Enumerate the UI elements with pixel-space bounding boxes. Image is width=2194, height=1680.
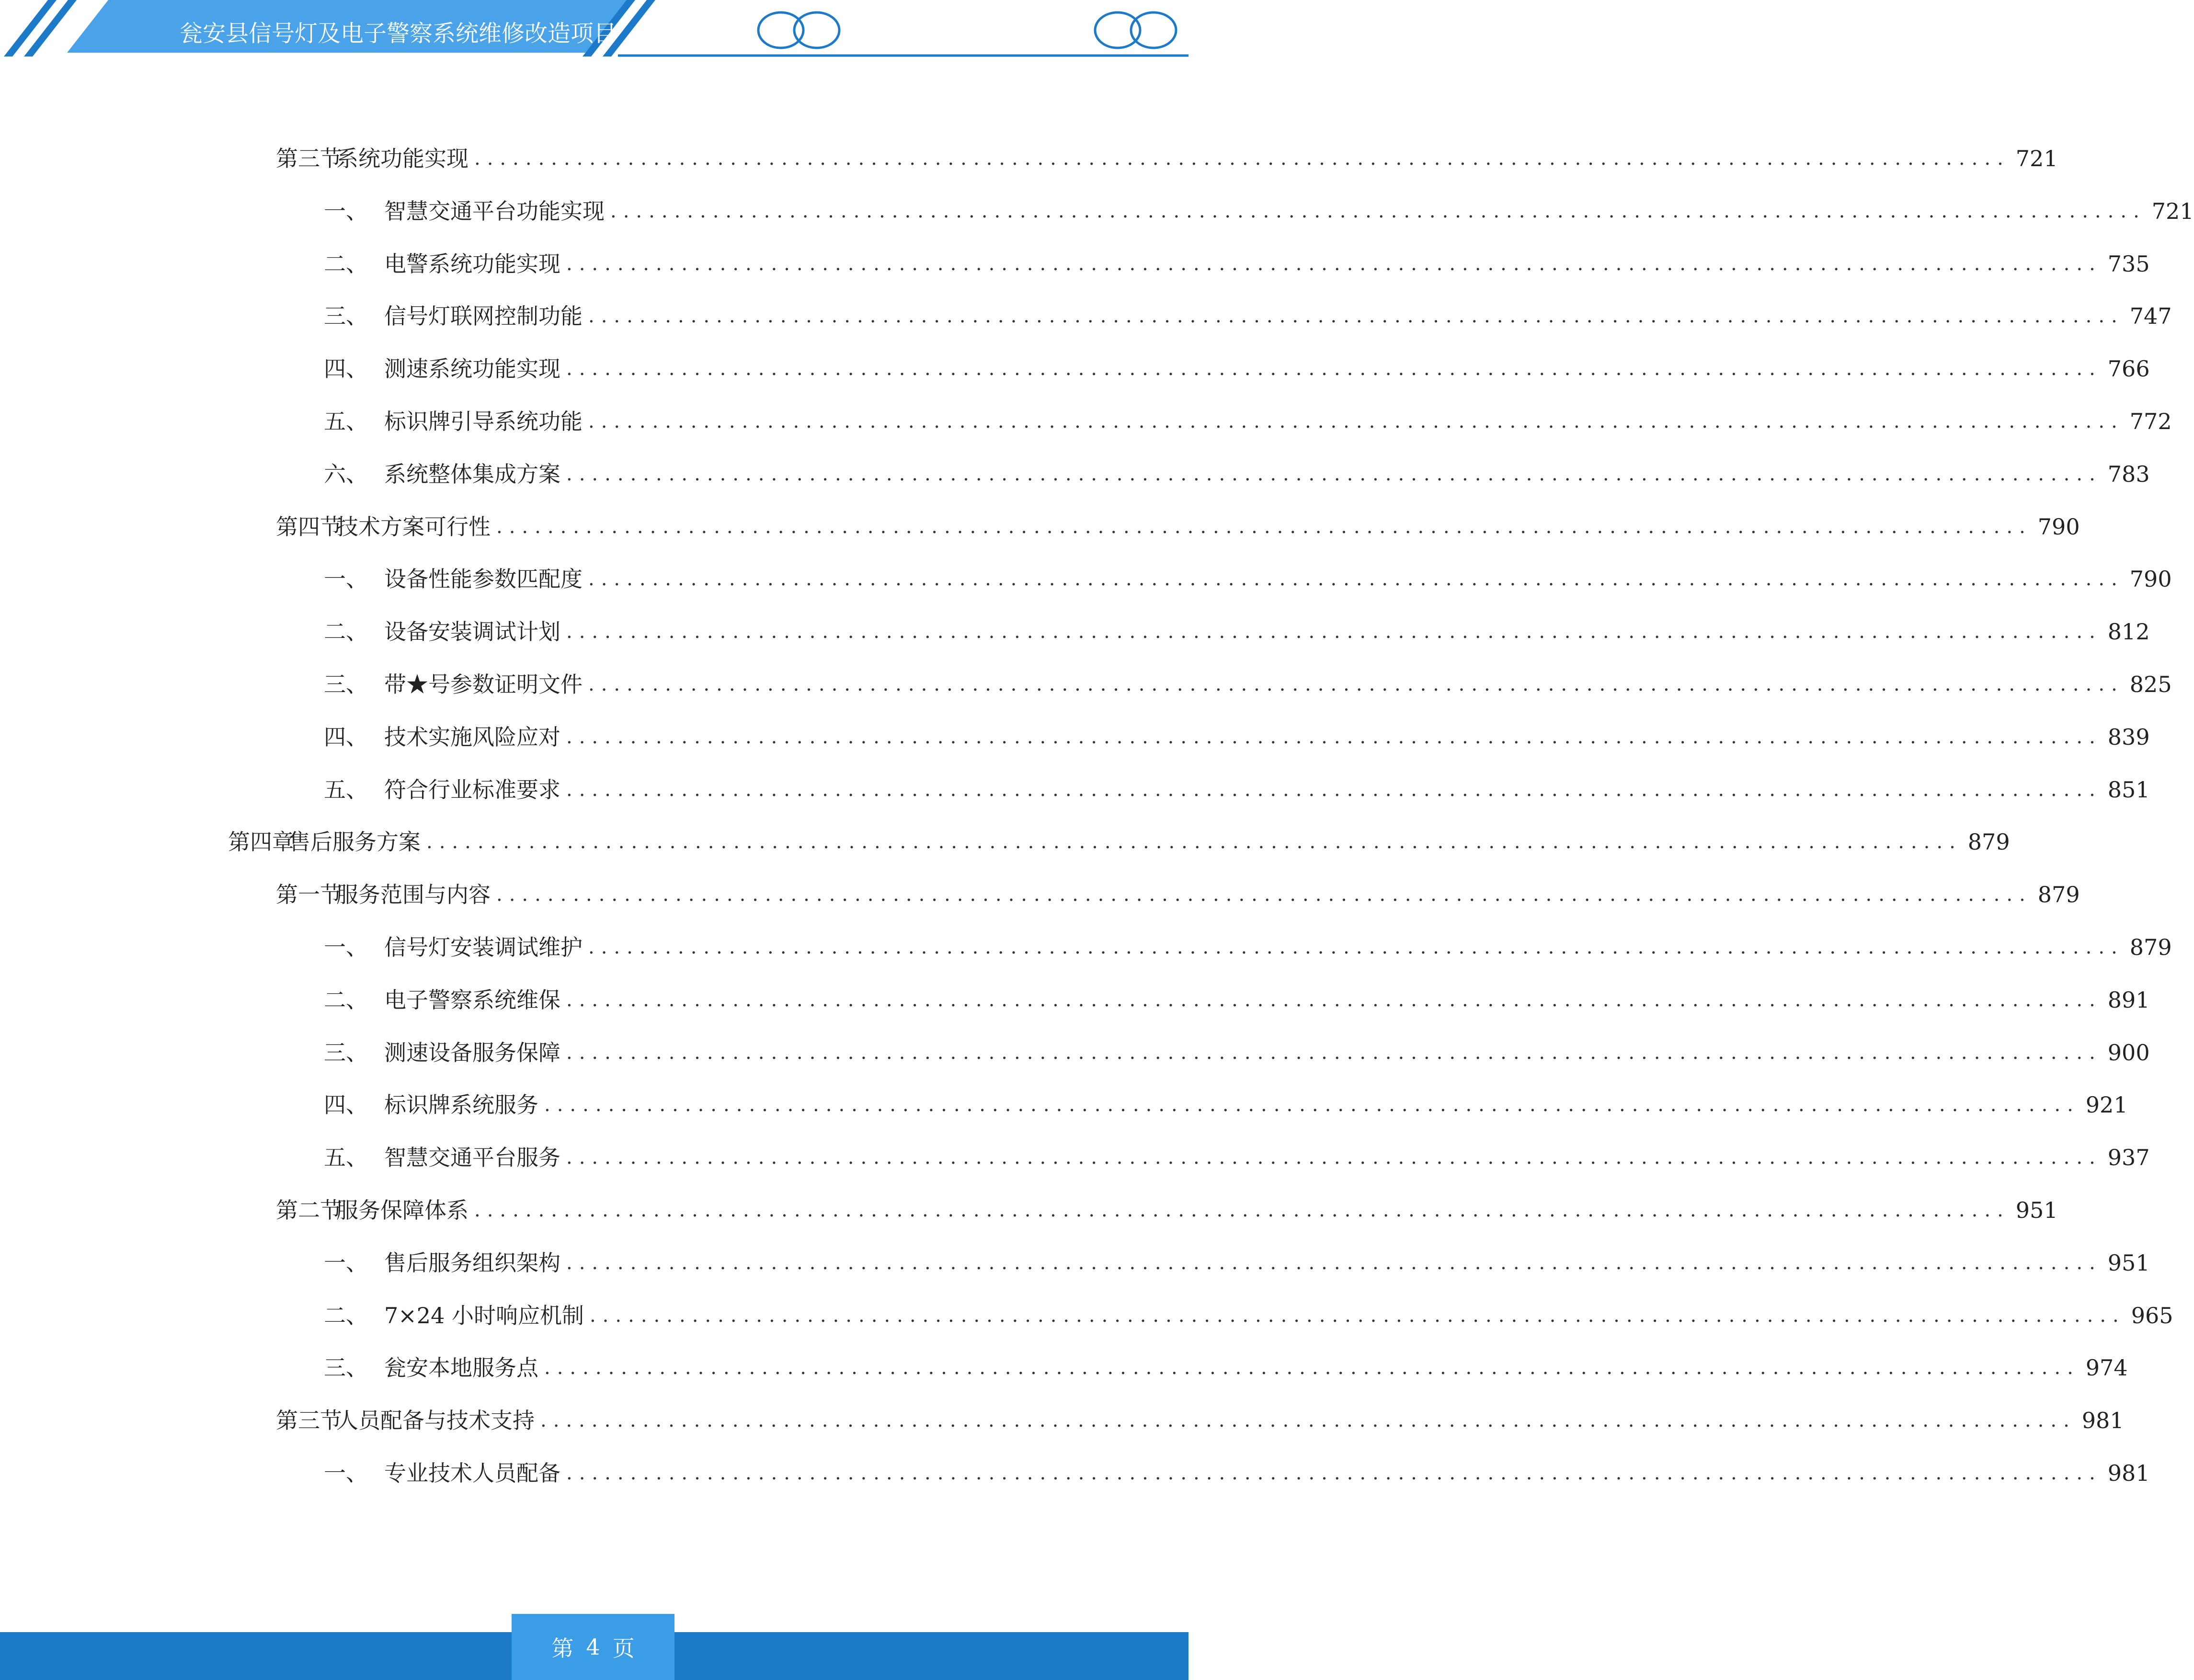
toc-entry-number: 三、 <box>324 671 368 697</box>
toc-entry-title: 智慧交通平台功能实现 <box>384 198 605 224</box>
toc-entry-page: 790 <box>2037 514 2080 540</box>
toc-dot-leader: ........................................................................................................................ <box>566 621 2102 643</box>
toc-entry-page: 937 <box>2107 1145 2150 1170</box>
toc-entry-title: 标识牌引导系统功能 <box>384 409 583 434</box>
toc-dot-leader: ........................................................................................................................ <box>544 1357 2080 1379</box>
toc-entry-number: 一、 <box>324 1250 368 1276</box>
toc-dot-leader: ........................................................................................................................ <box>496 516 2032 538</box>
page-number: 4 <box>586 1634 600 1660</box>
toc-entry-number: 五、 <box>324 409 368 434</box>
toc-entry-title: 带★号参数证明文件 <box>384 671 583 697</box>
page-number-suffix: 页 <box>612 1635 635 1661</box>
toc-entry-number: 二、 <box>324 619 368 645</box>
toc-entry[interactable] <box>324 983 2150 1017</box>
toc-dot-leader: ........................................................................................................................ <box>588 568 2124 590</box>
toc-entry-page: 921 <box>2085 1092 2128 1118</box>
page-number-badge <box>512 1614 674 1680</box>
toc-entry-page: 900 <box>2107 1040 2150 1066</box>
page-number-prefix: 第 <box>551 1635 574 1661</box>
toc-dot-leader: ........................................................................................................................ <box>566 463 2102 485</box>
toc-entry-number: 四、 <box>324 724 368 750</box>
toc-entry-page: 839 <box>2107 724 2150 750</box>
toc-entry-title: 符合行业标准要求 <box>384 777 560 803</box>
toc-entry[interactable] <box>276 510 2080 544</box>
toc-entry-page: 965 <box>2131 1303 2173 1328</box>
toc-entry-number: 第三节 <box>276 146 342 171</box>
toc-entry-number: 一、 <box>324 1460 368 1486</box>
toc-dot-leader: ........................................................................................................................ <box>426 831 1962 853</box>
toc-entry-page: 981 <box>2081 1408 2124 1433</box>
toc-entry-number: 第四节 <box>276 514 342 540</box>
toc-entry-page: 951 <box>2107 1250 2150 1276</box>
toc-dot-leader: ........................................................................................................................ <box>566 726 2102 748</box>
toc-entry[interactable] <box>276 878 2080 911</box>
toc-entry-number: 三、 <box>324 1040 368 1066</box>
toc-entry-title: 售后服务组织架构 <box>384 1250 560 1276</box>
toc-entry-title: 电子警察系统维保 <box>384 987 560 1013</box>
toc-entry-number: 四、 <box>324 1092 368 1118</box>
toc-entry-title: 信号灯安装调试维护 <box>384 934 583 960</box>
toc-dot-leader: ........................................................................................................................ <box>589 1305 2125 1327</box>
toc-entry-page: 879 <box>2129 934 2172 960</box>
toc-entry-title: 测速系统功能实现 <box>384 356 560 382</box>
toc-entry[interactable] <box>324 773 2150 806</box>
toc-entry-title: 智慧交通平台服务 <box>384 1145 560 1170</box>
toc-dot-leader: ........................................................................................................................ <box>566 989 2102 1011</box>
toc-entry-title: 瓮安本地服务点 <box>384 1355 538 1381</box>
toc-entry-title: 人员配备与技术支持 <box>336 1408 535 1433</box>
toc-entry-page: 735 <box>2107 251 2150 277</box>
toc-entry-number: 第一节 <box>276 882 342 908</box>
toc-entry[interactable] <box>324 352 2150 386</box>
toc-entry-number: 四、 <box>324 356 368 382</box>
toc-entry[interactable] <box>324 1351 2128 1385</box>
toc-entry-title: 电警系统功能实现 <box>384 251 560 277</box>
toc-dot-leader: ........................................................................................................................ <box>474 148 2010 170</box>
toc-dot-leader: ........................................................................................................................ <box>540 1409 2076 1431</box>
toc-dot-leader: ........................................................................................................................ <box>588 936 2124 958</box>
toc-dot-leader: ........................................................................................................................ <box>566 358 2102 380</box>
toc-entry[interactable] <box>324 405 2172 438</box>
toc-dot-leader: ........................................................................................................................ <box>544 1094 2080 1116</box>
toc-entry-page: 772 <box>2129 409 2172 434</box>
toc-dot-leader: ........................................................................................................................ <box>566 1042 2102 1064</box>
toc-entry[interactable] <box>324 299 2172 333</box>
toc-entry[interactable] <box>324 562 2172 596</box>
toc-entry-number: 第四章 <box>228 829 294 855</box>
toc-entry-page: 851 <box>2107 777 2150 803</box>
toc-entry-page: 879 <box>1967 829 2010 855</box>
toc-entry[interactable] <box>324 1246 2150 1280</box>
toc-entry[interactable] <box>324 194 2194 228</box>
toc-dot-leader: ........................................................................................................................ <box>566 779 2102 801</box>
toc-entry-title: 服务范围与内容 <box>336 882 491 908</box>
toc-entry-page: 783 <box>2107 461 2150 487</box>
toc-entry-number: 六、 <box>324 461 368 487</box>
toc-entry-title: 售后服务方案 <box>288 829 421 855</box>
toc-dot-leader: ........................................................................................................................ <box>588 305 2124 327</box>
toc-entry-title: 服务保障体系 <box>336 1197 469 1223</box>
toc-entry-number: 五、 <box>324 1145 368 1170</box>
toc-entry[interactable] <box>324 457 2150 491</box>
toc-entry[interactable] <box>276 142 2058 175</box>
toc-entry[interactable] <box>324 668 2172 701</box>
toc-entry-title: 测速设备服务保障 <box>384 1040 560 1066</box>
toc-dot-leader: ........................................................................................................................ <box>566 1462 2102 1484</box>
toc-entry[interactable] <box>324 1456 2150 1490</box>
toc-entry-number: 一、 <box>324 566 368 592</box>
toc-entry-number: 一、 <box>324 198 368 224</box>
toc-entry-number: 三、 <box>324 303 368 329</box>
toc-dot-leader: ........................................................................................................................ <box>496 884 2032 906</box>
toc-entry-page: 721 <box>2151 198 2194 224</box>
toc-entry[interactable] <box>324 720 2150 754</box>
toc-entry-page: 974 <box>2085 1355 2128 1381</box>
toc-dot-leader: ........................................................................................................................ <box>566 253 2102 275</box>
toc-entry-title: 专业技术人员配备 <box>384 1460 560 1486</box>
toc-entry[interactable] <box>276 1193 2058 1227</box>
toc-entry-page: 812 <box>2107 619 2150 645</box>
toc-entry-number: 一、 <box>324 934 368 960</box>
toc-entry-title: 系统功能实现 <box>336 146 469 171</box>
toc-entry-number: 五、 <box>324 777 368 803</box>
toc-entry-title: 设备性能参数匹配度 <box>384 566 583 592</box>
toc-dot-leader: ........................................................................................................................ <box>588 410 2124 432</box>
toc-entry-number: 二、 <box>324 1303 368 1328</box>
toc-entry-page: 825 <box>2129 671 2172 697</box>
toc-entry-title: 设备安装调试计划 <box>384 619 560 645</box>
document-title: 瓮安县信号灯及电子警察系统维修改造项目 <box>180 20 617 47</box>
toc-entry-number: 三、 <box>324 1355 368 1381</box>
toc-entry-number: 第二节 <box>276 1197 342 1223</box>
toc-entry[interactable] <box>324 1088 2128 1122</box>
toc-entry-page: 879 <box>2037 882 2080 908</box>
toc-entry-title: 技术方案可行性 <box>336 514 491 540</box>
toc-entry[interactable] <box>228 825 2010 859</box>
toc-entry[interactable] <box>324 1036 2150 1069</box>
toc-entry-title: 系统整体集成方案 <box>384 461 560 487</box>
toc-entry[interactable] <box>324 931 2172 964</box>
toc-entry-page: 747 <box>2129 303 2172 329</box>
toc-entry-page: 721 <box>2015 146 2058 171</box>
toc-entry-title: 7×24 小时响应机制 <box>384 1303 584 1328</box>
toc-entry[interactable] <box>324 1141 2150 1174</box>
toc-entry-title: 标识牌系统服务 <box>384 1092 538 1118</box>
toc-dot-leader: ........................................................................................................................ <box>588 673 2124 695</box>
toc-entry-page: 951 <box>2015 1197 2058 1223</box>
toc-entry[interactable] <box>324 615 2150 648</box>
toc-dot-leader: ........................................................................................................................ <box>566 1146 2102 1169</box>
toc-dot-leader: ........................................................................................................................ <box>474 1199 2010 1221</box>
toc-entry[interactable] <box>276 1404 2124 1437</box>
toc-entry-number: 二、 <box>324 987 368 1013</box>
toc-entry-page: 981 <box>2107 1460 2150 1486</box>
toc-entry-title: 信号灯联网控制功能 <box>384 303 583 329</box>
toc-dot-leader: ........................................................................................................................ <box>610 200 2146 222</box>
toc-entry-title: 技术实施风险应对 <box>384 724 560 750</box>
toc-entry-number: 二、 <box>324 251 368 277</box>
toc-entry-number: 第三节 <box>276 1408 342 1433</box>
toc-entry[interactable] <box>324 1299 2173 1332</box>
toc-entry-page: 790 <box>2129 566 2172 592</box>
toc-entry-page: 891 <box>2107 987 2150 1013</box>
toc-entry-page: 766 <box>2107 356 2150 382</box>
toc-dot-leader: ........................................................................................................................ <box>566 1252 2102 1274</box>
toc-entry[interactable] <box>324 247 2150 281</box>
